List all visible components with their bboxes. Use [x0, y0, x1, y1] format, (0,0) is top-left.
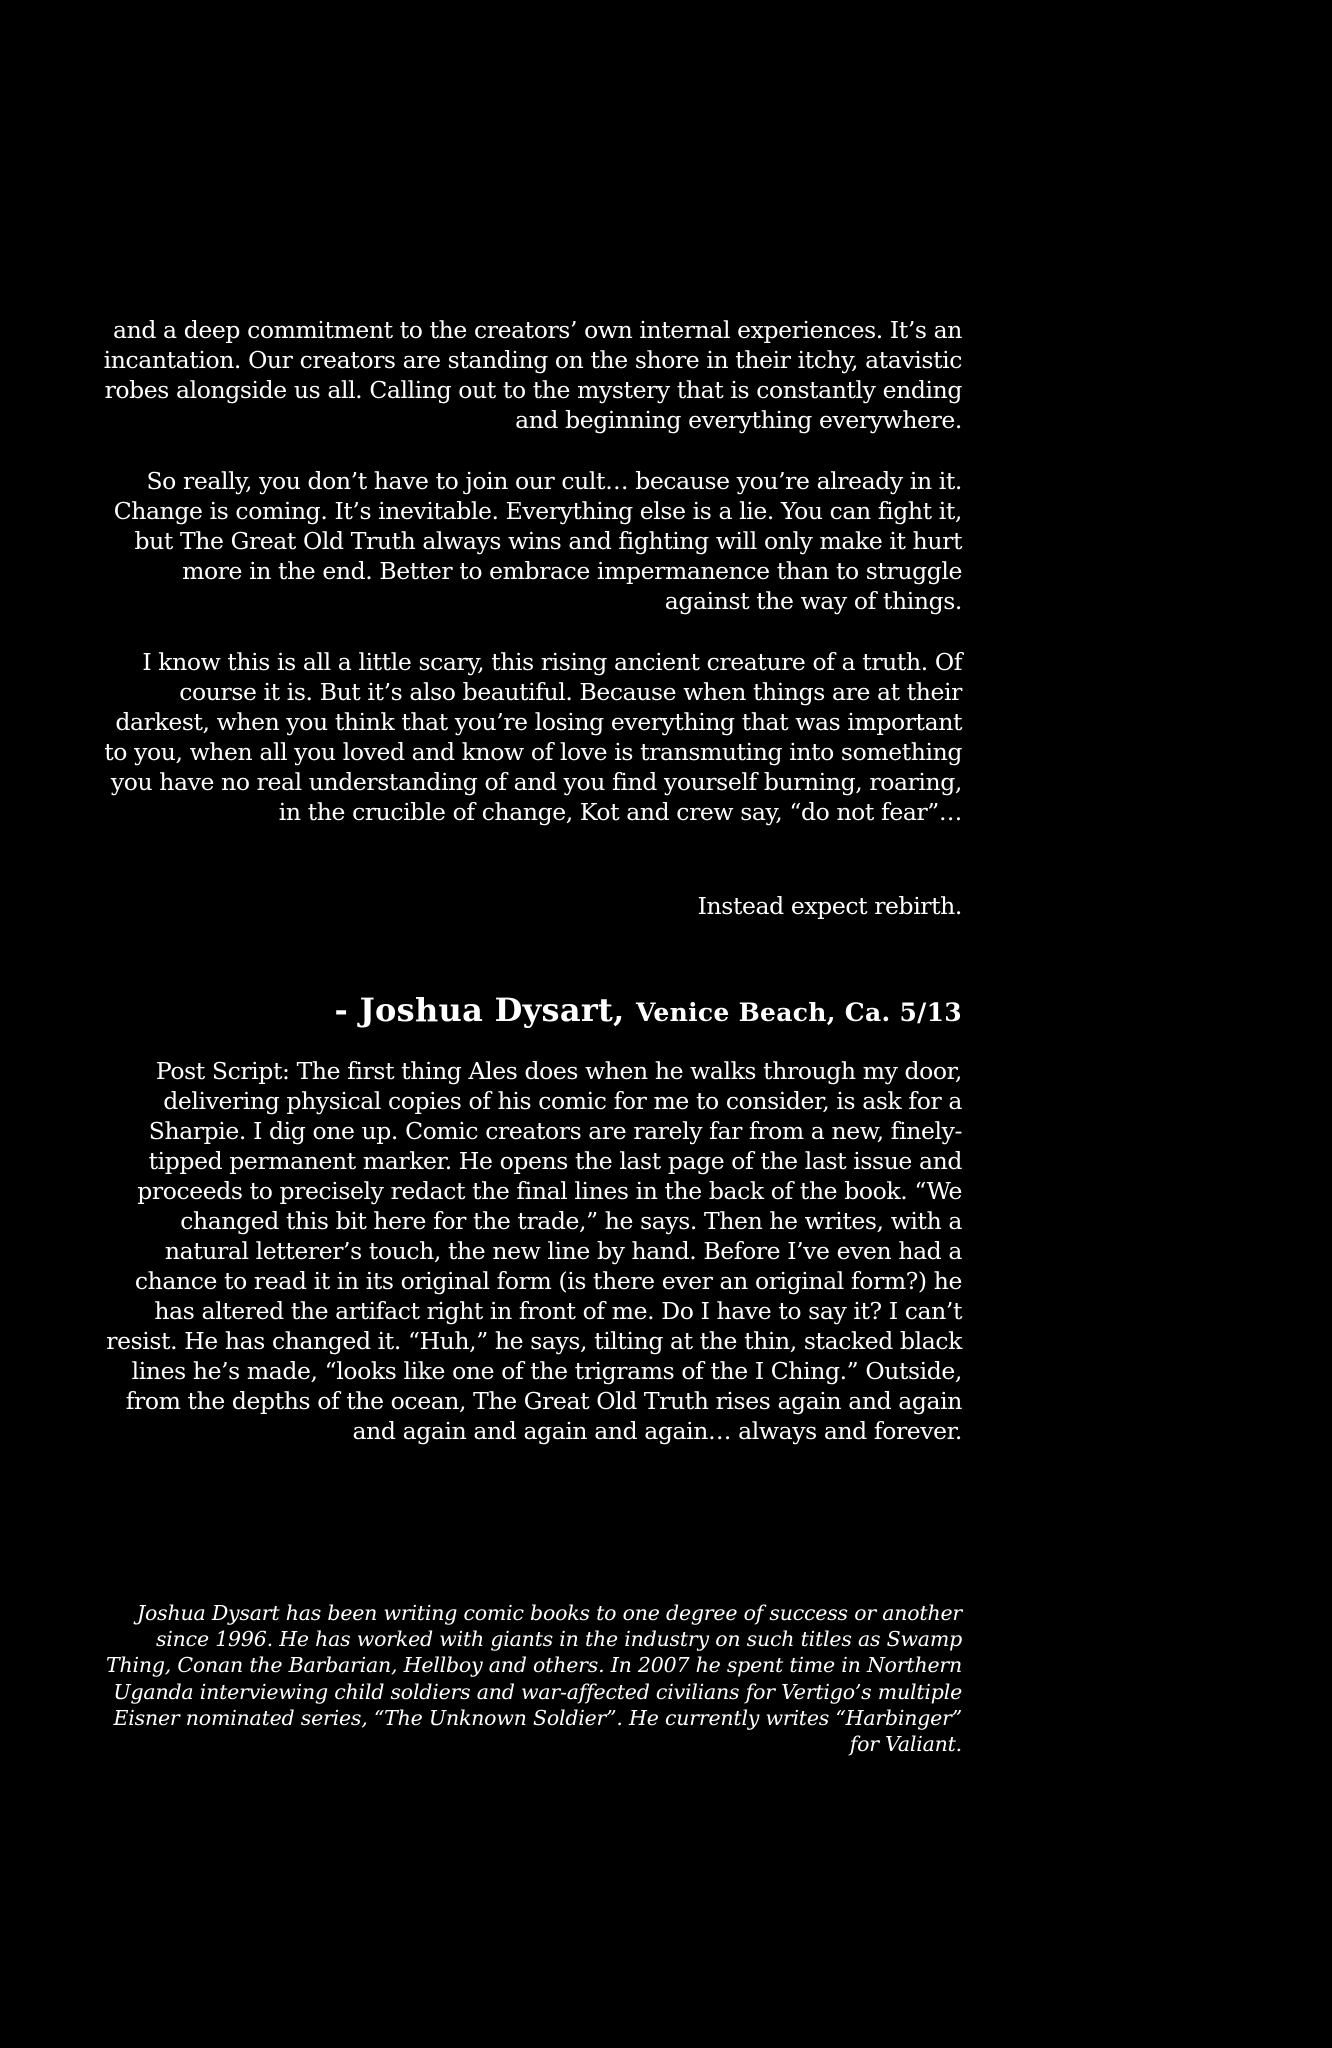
- signature-place-date: Venice Beach, Ca. 5/13: [636, 998, 962, 1027]
- closing-text: Instead expect rebirth.: [697, 892, 962, 920]
- author-bio: [100, 1600, 962, 1757]
- essay-paragraph-1: [100, 315, 962, 435]
- paragraph-text: So really, you don’t have to join our cult… because you’re already in it. Change is coming. It’s inevitable. Everything else is a lie. You can fight it, but The Great Old Truth always wins and fighting will only make it hurt more in the end. Better to embrace impermanence than to struggle against the way of things.: [113, 467, 962, 615]
- signature-name: - Joshua Dysart,: [334, 991, 625, 1029]
- closing-line: [100, 891, 962, 921]
- essay-paragraph-2: [100, 466, 962, 616]
- paragraph-text: and a deep commitment to the creators’ own internal experiences. It’s an incantation. Our creators are standing on the shore in their itchy, atavistic robes alongside us all. Calling out to the mystery that is constantly ending and beginning everything everywhere.: [103, 316, 962, 434]
- postscript: [100, 1056, 962, 1446]
- author-signature: [100, 990, 962, 1033]
- postscript-text: Post Script: The first thing Ales does when he walks through my door, delivering physical copies of his comic for me to consider, is ask for a Sharpie. I dig one up. Comic creators are rarely far from a new, finely-tipped permanent marker. He opens the last page of the last issue and proceeds to precisely redact the final lines in the back of the book. “We changed this bit here for the trade,” he says. Then he writes, with a natural letterer’s touch, the new line by hand. Before I’ve even had a chance to read it in its original form (is there ever an original form?) he has altered the artifact right in front of me. Do I have to say it? I can’t resist. He has changed it. “Huh,” he says, tilting at the thin, stacked black lines he’s made, “looks like one of the trigrams of the I Ching.” Outside, from the depths of the ocean, The Great Old Truth rises again and again and again and again and again… always and forever.: [106, 1057, 962, 1445]
- essay-paragraph-3: [100, 647, 962, 827]
- paragraph-text: I know this is all a little scary, this rising ancient creature of a truth. Of course it is. But it’s also beautiful. Because when things are at their darkest, when you think that you’re losing everything that was important to you, when all you loved and know of love is transmuting into something you have no real understanding of and you find yourself burning, roaring, in the crucible of change, Kot and crew say, “do not fear”…: [104, 648, 962, 826]
- bio-text: Joshua Dysart has been writing comic books to one degree of success or another since 1996. He has worked with giants in the industry on such titles as Swamp Thing, Conan the Barbarian, Hellboy and others. In 2007 he spent time in Northern Uganda interviewing child soldiers and war-affected civilians for Vertigo’s multiple Eisner nominated series, “The Unknown Soldier”. He currently writes “Harbinger” for Valiant.: [105, 1601, 962, 1757]
